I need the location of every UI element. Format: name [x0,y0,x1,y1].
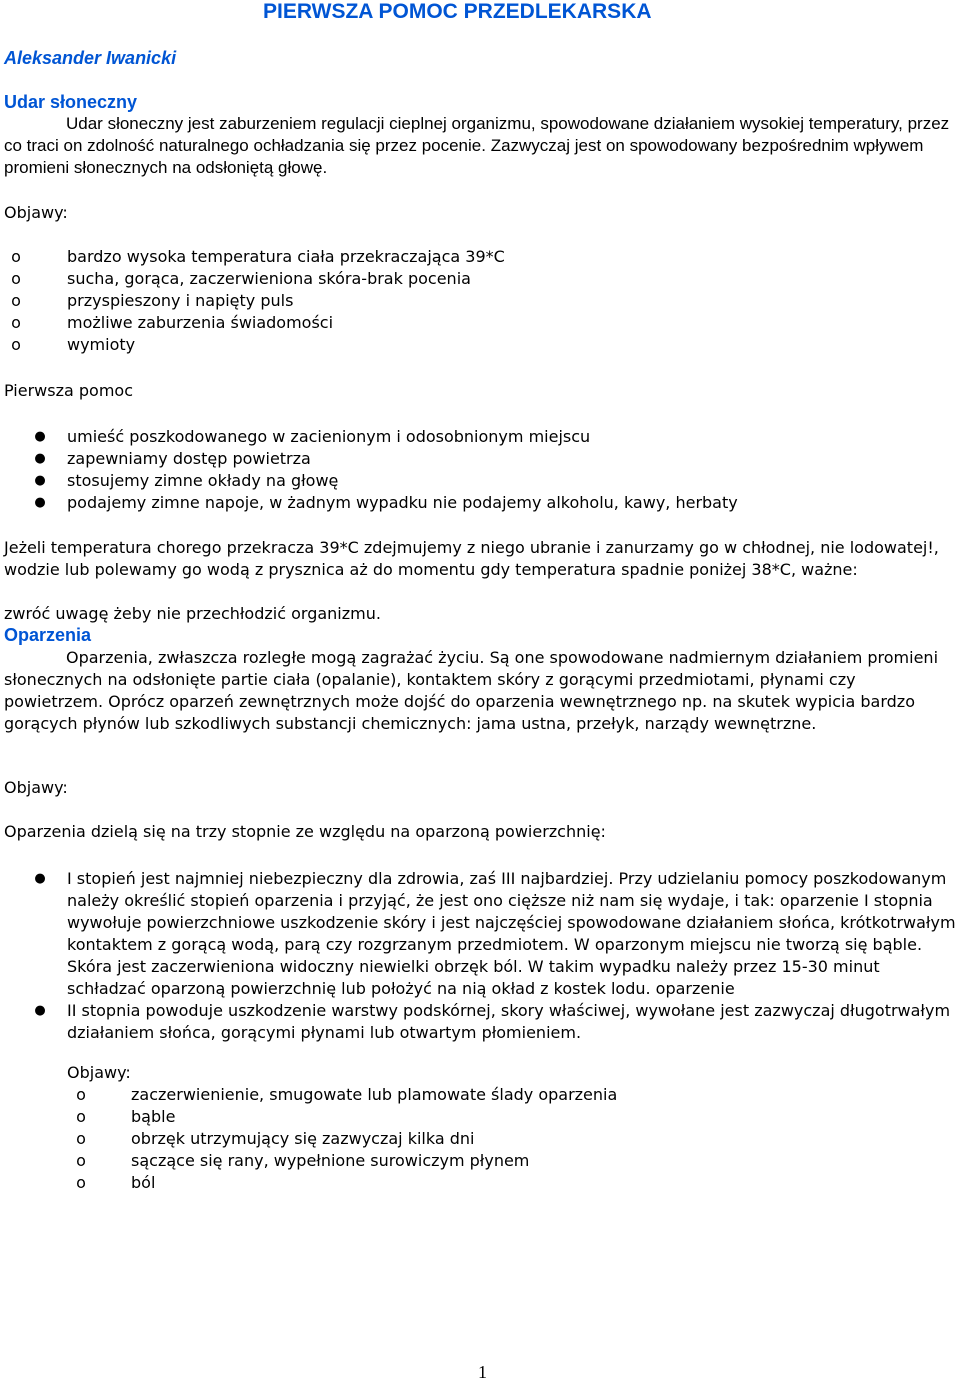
list-item: o bąble [0,1106,956,1128]
bullet-icon: ● [34,473,46,488]
circle-marker-icon: o [76,1173,86,1192]
oparzenia-sub-symptoms-list [0,1084,956,1194]
oparzenia-intro-paragraph: Oparzenia, zwłaszcza rozległe mogą zagrażać życiu. Są one spowodowane nadmiernym działaniem promieni słonecznych na odsłonięte partie ciała (opalanie), kontaktem skóry z gorącymi przedmiotami, płynami czy powietrzem. Oprócz oparzeń zewnętrznych może dojść do oparzenia wewnętrznego np. na skutek wypicia bardzo gorących płynów lub szkodliwych substancji chemicznych: jama ustna, przełyk, narządy wewnętrzne. [4,648,939,733]
bullet-icon: ● [34,1003,46,1018]
udar-symptoms-label: Objawy: [4,203,68,222]
oparzenia-sub-symptoms-label: Objawy: [67,1063,131,1082]
list-item: ● II stopnia powoduje uszkodzenie warstwy podskórnej, skory właściwej, wywołane jest zazwyczaj długotrwałym działaniem słońca, gorącymi płynami lub otwartym płomieniem. [0,1000,956,1044]
page-number: 1 [478,1362,487,1382]
list-item: o możliwe zaburzenia świadomości [0,312,956,334]
list-item: ● zapewniamy dostęp powietrza [0,448,956,470]
circle-marker-icon: o [11,247,21,266]
circle-marker-icon: o [76,1129,86,1148]
circle-marker-icon: o [76,1151,86,1170]
oparzenia-degrees-list [0,868,956,1044]
list-item: o wymioty [0,334,956,356]
udar-first-aid-label: Pierwsza pomoc [4,381,133,400]
list-item: o przyspieszony i napięty puls [0,290,956,312]
udar-symptoms-list [0,246,956,356]
bullet-icon: ● [34,495,46,510]
author-name: Aleksander Iwanicki [4,48,177,68]
circle-marker-icon: o [11,313,21,332]
list-item: o obrzęk utrzymujący się zazwyczaj kilka dni [0,1128,956,1150]
section-heading-udar: Udar słoneczny [4,92,138,112]
udar-intro-paragraph: Udar słoneczny jest zaburzeniem regulacji cieplnej organizmu, spowodowane działaniem wysokiej temperatury, przez co traci on zdolność naturalnego ochładzania się przez pocenie. Zazwyczaj jest on spowodowany bezpośrednim wpływem promieni słonecznych na odsłoniętą głowę. [4,114,950,177]
list-item: ● umieść poszkodowanego w zacienionym i odosobnionym miejscu [0,426,956,448]
bullet-icon: ● [34,871,46,886]
document-title: PIERWSZA POMOC PRZEDLEKARSKA [263,0,652,23]
list-item: o sucha, gorąca, zaczerwieniona skóra-brak pocenia [0,268,956,290]
oparzenia-degrees-intro: Oparzenia dzielą się na trzy stopnie ze względu na oparzoną powierzchnię: [4,822,606,841]
list-item: ● I stopień jest najmniej niebezpieczny dla zdrowia, zaś III najbardziej. Przy udzielaniu pomocy poszkodowanym należy określić stopień oparzenia i przyjąć, że jest ono cięższe niż nam się wydaje, i tak: oparzenie I stopnia wywołuje powierzchniowe uszkodzenie skóry i jest najczęściej spowodowane działaniem słońca, krótkotrwałym kontaktem z gorącą wodą, parą czy rozgrzanym przedmiotem. W oparzonym miejscu nie tworzą się bąble. Skóra jest zaczerwieniona widoczny niewielki obrzęk ból. W takim wypadku należy przez 15-30 minut schładzać oparzoną powierzchnię lub położyć na nią okład z kostek lodu. oparzenie [0,868,956,1000]
bullet-icon: ● [34,451,46,466]
bullet-icon: ● [34,429,46,444]
circle-marker-icon: o [11,291,21,310]
list-item: o ból [0,1172,956,1194]
list-item: ● stosujemy zimne okłady na głowę [0,470,956,492]
list-item: o zaczerwienienie, smugowate lub plamowate ślady oparzenia [0,1084,956,1106]
circle-marker-icon: o [76,1085,86,1104]
list-item: o sączące się rany, wypełnione surowiczym płynem [0,1150,956,1172]
udar-note-warning: zwróć uwagę żeby nie przechłodzić organizmu. [4,604,381,623]
circle-marker-icon: o [11,269,21,288]
oparzenia-symptoms-label: Objawy: [4,778,68,797]
circle-marker-icon: o [11,335,21,354]
list-item: ● podajemy zimne napoje, w żadnym wypadku nie podajemy alkoholu, kawy, herbaty [0,492,956,514]
section-heading-oparzenia: Oparzenia [4,625,92,645]
circle-marker-icon: o [76,1107,86,1126]
udar-note-paragraph: Jeżeli temperatura chorego przekracza 39*C zdejmujemy z niego ubranie i zanurzamy go w chłodnej, nie lodowatej!, wodzie lub polewamy go wodą z prysznica aż do momentu gdy temperatura spadnie poniżej 38*C, ważne: [4,538,939,579]
list-item: o bardzo wysoka temperatura ciała przekraczająca 39*C [0,246,956,268]
udar-first-aid-list [0,426,956,514]
